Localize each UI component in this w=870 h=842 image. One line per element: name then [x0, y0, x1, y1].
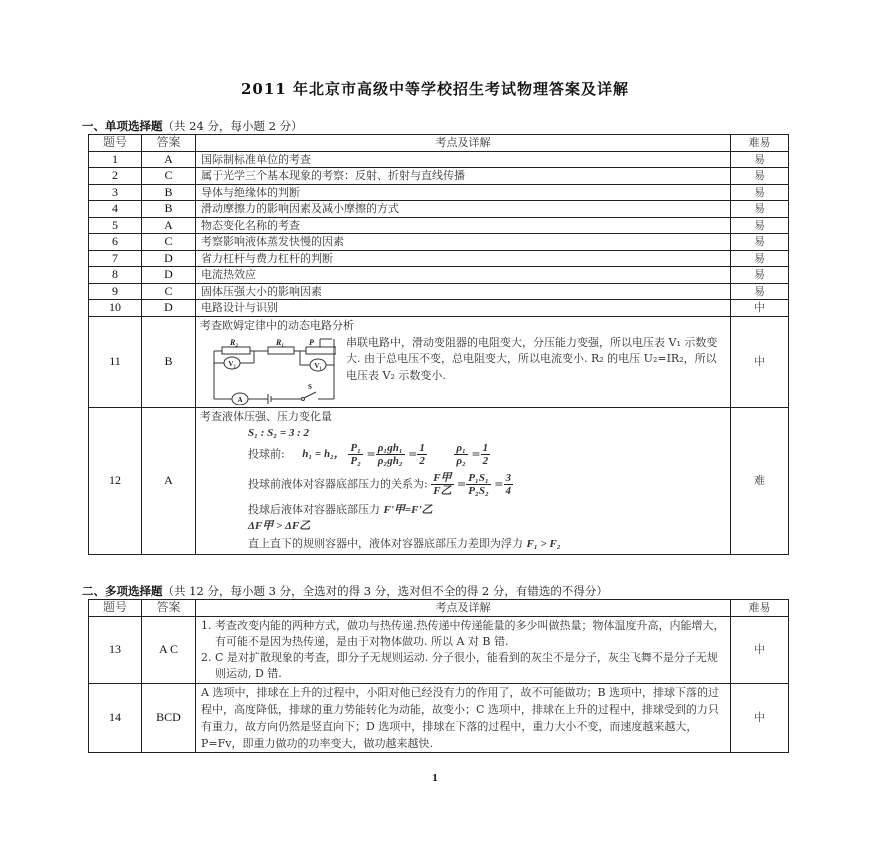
section1-title: 一、单项选择题 [82, 119, 163, 133]
table-row [89, 267, 789, 284]
answer: C [142, 283, 196, 300]
table-row [89, 184, 789, 201]
label-v2: V₂ [228, 359, 236, 368]
detail-q13 [196, 616, 731, 683]
answer: B [142, 201, 196, 218]
header-detail: 考点及详解 [196, 600, 731, 617]
difficulty: 易 [731, 267, 789, 284]
header-level: 难易 [731, 600, 789, 617]
section2-heading [82, 583, 608, 599]
q13-item-1: 1. 考查改变内能的两种方式，做功与热传递.热传递中传递能量的多少叫做热量；物体温度升高，内能增大，有可能不是因为热传递，是由于对物体做功. 所以 A 对 B 错. [201, 618, 725, 648]
difficulty: 易 [731, 184, 789, 201]
difficulty: 中 [731, 616, 789, 683]
label: 直上直下的规则容器中，液体对容器底部压力差即为浮力 [248, 536, 523, 550]
q11-heading: 考查欧姆定律中的动态电路分析 [200, 318, 354, 332]
difficulty: 中 [731, 316, 789, 407]
header-answer: 答案 [142, 600, 196, 617]
detail-q14: A 选项中，排球在上升的过程中，小阳对他已经没有力的作用了，故不可能做功；B 选项中，排球下落的过程中，高度降低，排球的重力势能转化为动能，故变小；C 选项中，排球在上升的过程中，排球受到的力只有重力，故方向仍然是竖直向下；D 选项中，排球在下落的过程中，重力大小不变，而速度越来越大，P=Fv，即重力做功的功率变大，做功越来越快. [196, 683, 731, 752]
difficulty: 易 [731, 234, 789, 251]
label-s: S [308, 382, 312, 391]
question-number: 4 [89, 201, 142, 218]
switch-s [304, 392, 316, 398]
detail: 固体压强大小的影响因素 [196, 283, 731, 300]
detail: 省力杠杆与费力杠杆的判断 [196, 250, 731, 267]
circuit-diagram [206, 337, 336, 405]
table-row [89, 234, 789, 251]
fraction: $\frac{\text{P₁S₁}}{\text{P₂S₂}}$ [468, 471, 489, 497]
question-number: 9 [89, 283, 142, 300]
answer: C [142, 168, 196, 185]
fraction: $\frac{1}{2}$ [419, 441, 425, 467]
equation: h₁ = h₂， [302, 448, 345, 460]
detail: 滑动摩擦力的影响因素及减小摩擦的方式 [196, 201, 731, 218]
fraction: $\frac{\text{P₁}}{\text{P₂}}$ [350, 441, 361, 467]
resistor-r2 [222, 347, 250, 354]
q12-before-line: 投球前: h₁ = h₂， $\frac{\text{P₁}}{\text{P₂}}$ = $\frac{\text{ρ₁gh₁}}{\text{ρ₂gh₂}}$ = $\frac{1}{2}$ $\frac{\text{ρ₁}}{\text{ρ₂}}$ = $\frac{1}{2}$ [248, 441, 489, 467]
table-header-row [89, 600, 789, 617]
answer: B [142, 184, 196, 201]
header-level: 难易 [731, 135, 789, 152]
question-number: 10 [89, 300, 142, 317]
difficulty: 易 [731, 217, 789, 234]
answer: A [142, 217, 196, 234]
label: 投球后液体对容器底部压力 [248, 502, 380, 516]
page-number: 1 [432, 772, 438, 784]
table-row-q14 [89, 683, 789, 752]
section1-heading [82, 118, 303, 134]
difficulty: 易 [731, 283, 789, 300]
detail: 物态变化名称的考查 [196, 217, 731, 234]
document-title: 2011 年北京市高级中等学校招生考试物理答案及详解 [241, 80, 629, 98]
detail-q11 [196, 316, 731, 407]
question-number: 12 [89, 407, 142, 554]
label-p: P [309, 337, 314, 347]
table-row-q12 [89, 407, 789, 554]
question-number: 7 [89, 250, 142, 267]
difficulty: 易 [731, 201, 789, 218]
answer: A C [142, 616, 196, 683]
answer: D [142, 300, 196, 317]
difficulty: 易 [731, 250, 789, 267]
answer: A [142, 151, 196, 168]
section1-note: （共 24 分，每小题 2 分） [162, 119, 303, 133]
answer: BCD [142, 683, 196, 752]
header-num: 题号 [89, 600, 142, 617]
difficulty: 中 [731, 300, 789, 317]
question-number: 8 [89, 267, 142, 284]
fraction: $\frac{\text{ρ₁gh₁}}{\text{ρ₂gh₂}}$ [377, 441, 403, 467]
q11-explanation: 串联电路中，滑动变阻器的电阻变大，分压能力变强，所以电压表 V₁ 示数变大. 由于总电压不变，总电阻变大，所以电流变小. R₂ 的电压 U₂=IR₂，所以电压表 V₂ 示数变小. [346, 335, 718, 382]
section2-title: 二、多项选择题 [82, 584, 163, 598]
detail: 导体与绝缘体的判断 [196, 184, 731, 201]
detail: 电路设计与识别 [196, 300, 731, 317]
question-number: 3 [89, 184, 142, 201]
header-answer: 答案 [142, 135, 196, 152]
detail: 考察影响液体蒸发快慢的因素 [196, 234, 731, 251]
rheostat [306, 347, 336, 354]
table-row-q13 [89, 616, 789, 683]
fraction: $\frac{\text{F甲}}{\text{F乙}}$ [433, 471, 452, 497]
table-row [89, 283, 789, 300]
detail: 电流热效应 [196, 267, 731, 284]
question-number: 6 [89, 234, 142, 251]
question-number: 2 [89, 168, 142, 185]
question-number: 13 [89, 616, 142, 683]
q13-item-2: 2. C 是对扩散现象的考查，即分子无规则运动. 分子很小，能看到的灰尘不是分子，灰尘飞舞不是分子无规则运动, D 错. [201, 650, 718, 680]
label-v1: V₁ [314, 361, 322, 370]
label: 投球前液体对容器底部压力的关系为: [248, 477, 428, 490]
answer: C [142, 234, 196, 251]
table-row [89, 168, 789, 185]
fraction: $\frac{3}{4}$ [505, 471, 512, 497]
answer: D [142, 250, 196, 267]
detail: 属于光学三个基本现象的考察：反射、折射与直线传播 [196, 168, 731, 185]
q12-delta-line: ΔF甲 > ΔF乙 [248, 519, 311, 532]
header-num: 题号 [89, 135, 142, 152]
section2-note: （共 12 分，每小题 3 分，全选对的得 3 分，选对但不全的得 2 分，有错选的不得分） [162, 584, 608, 598]
label-r1: R₁ [276, 337, 285, 347]
table-header-row [89, 135, 789, 152]
table-row [89, 217, 789, 234]
question-number: 1 [89, 151, 142, 168]
q12-heading: 考查液体压强、压力变化量 [200, 409, 332, 423]
table-row [89, 201, 789, 218]
label-a: A [237, 395, 243, 404]
multiple-choice-table [88, 599, 789, 753]
answer: A [142, 407, 196, 554]
resistor-r1 [268, 347, 294, 354]
q12-area-ratio: S₁ : S₂ = 3 : 2 [248, 426, 309, 439]
question-number: 11 [89, 316, 142, 407]
fraction: $\frac{\text{ρ₁}}{\text{ρ₂}}$ [456, 441, 466, 467]
detail: 国际制标准单位的考查 [196, 151, 731, 168]
fraction: $\frac{1}{2}$ [482, 441, 489, 467]
single-choice-table [88, 134, 789, 555]
answer: B [142, 316, 196, 407]
q12-conclusion-line [248, 536, 561, 553]
answer: D [142, 267, 196, 284]
table-row [89, 300, 789, 317]
difficulty: 难 [731, 407, 789, 554]
equation: F'甲=F'乙 [383, 503, 433, 516]
header-detail: 考点及详解 [196, 135, 731, 152]
label: 投球前: [248, 447, 285, 460]
table-row-q11 [89, 316, 789, 407]
difficulty: 中 [731, 683, 789, 752]
question-number: 14 [89, 683, 142, 752]
q12-force-ratio-line: 投球前液体对容器底部压力的关系为: $\frac{\text{F甲}}{\text{F乙}}$ = $\frac{\text{P₁S₁}}{\text{P₂S₂}}$ = $\frac{3}{4}$ [248, 471, 512, 497]
q12-after-line [248, 502, 433, 519]
equation: F₁ > F₂ [526, 537, 561, 550]
label-r2: R₂ [230, 337, 239, 347]
table-row [89, 250, 789, 267]
table-row [89, 151, 789, 168]
difficulty: 易 [731, 168, 789, 185]
detail-q12 [196, 407, 731, 554]
difficulty: 易 [731, 151, 789, 168]
question-number: 5 [89, 217, 142, 234]
